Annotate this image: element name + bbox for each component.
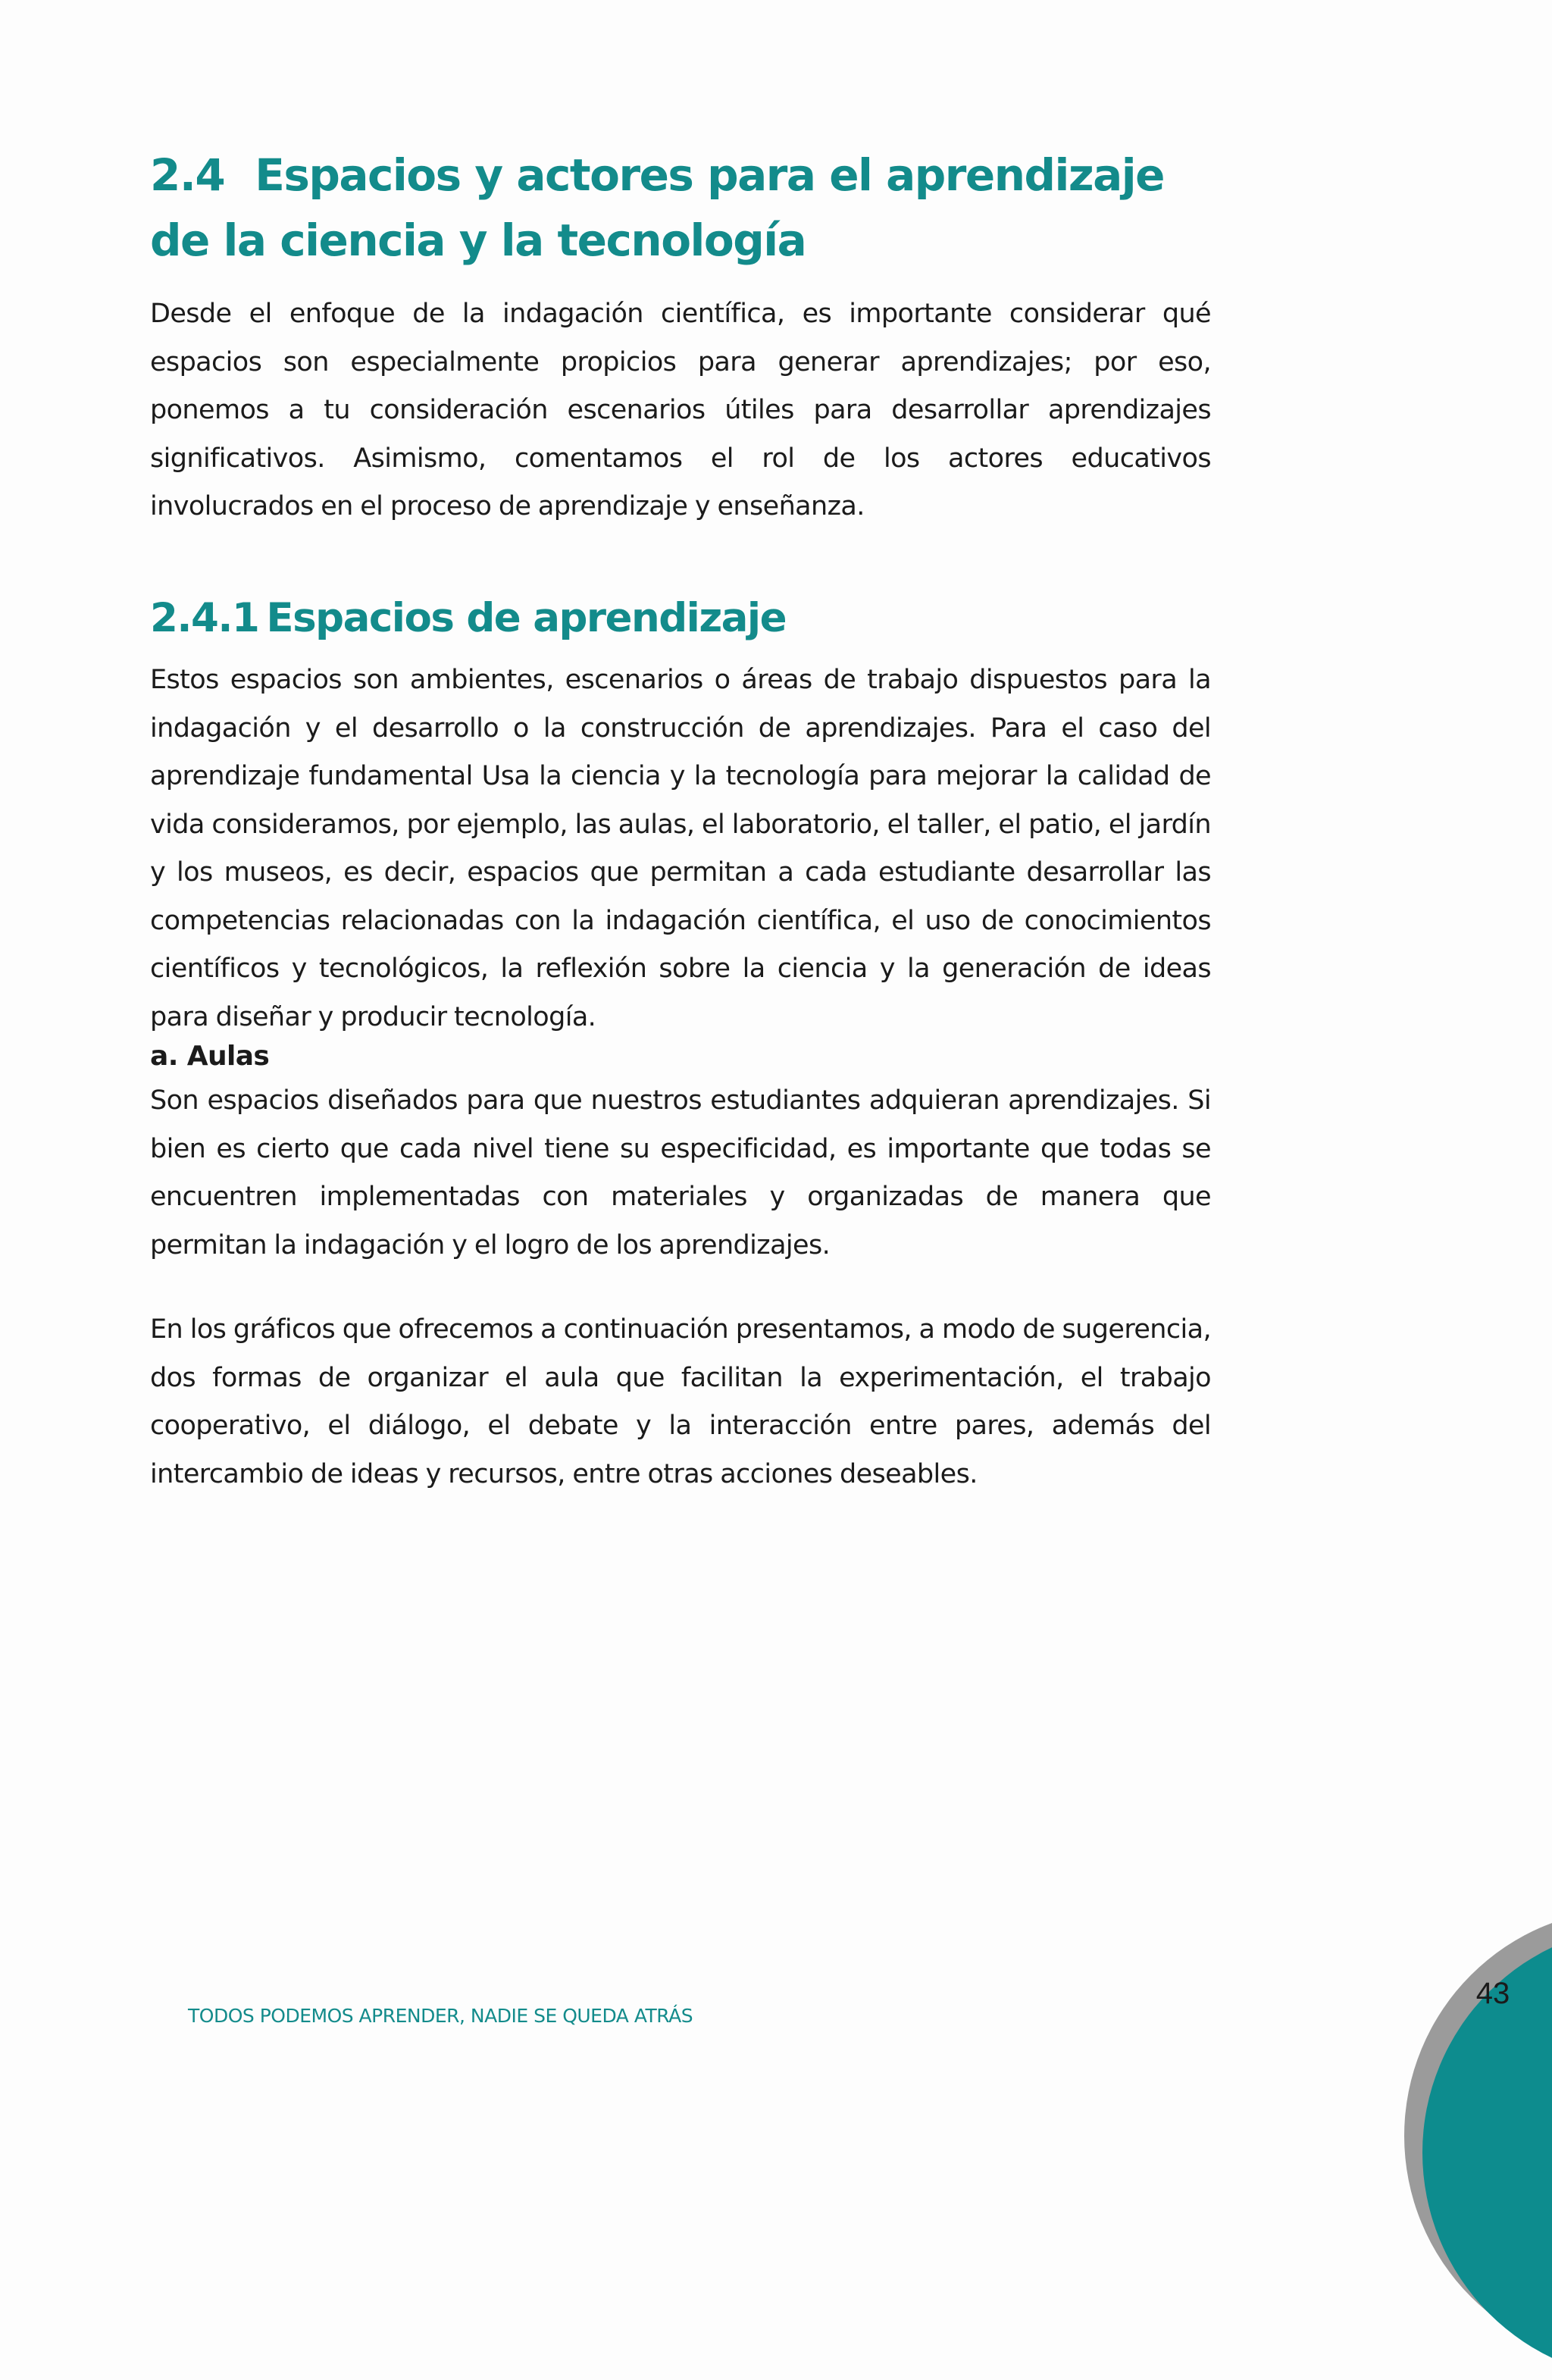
subsection-body-paragraph: Estos espacios son ambientes, escenarios o áreas de trabajo dispuestos para la indagación y el desarrollo o la construcción de aprendizajes. Para el caso del aprendizaje fundamental Usa la ciencia y la tecnología para mejorar la calidad de vida consideramos, por ejemplo, las aulas, el laboratorio, el taller, el patio, el jardín y los museos, es decir, espacios que permitan a cada estudiante desarrollar las competencias relacionadas con la indagación científica, el uso de conocimientos científicos y tecnológicos, la reflexión sobre la ciencia y la generación de ideas para diseñar y producir tecnología. — [150, 665, 1211, 1032]
section-title: Espacios y actores para el aprendizaje de la ciencia y la tecnología — [150, 149, 1165, 266]
section-intro-paragraph: Desde el enfoque de la indagación científica, es importante considerar qué espacios son especialmente propicios para generar aprendizajes; por eso, ponemos a tu consideración escenarios útiles para desarrollar aprendizajes significativos. Asimismo, comentamos el rol de los actores educativos involucrados en el proceso de aprendizaje y enseñanza. — [150, 299, 1211, 521]
page-number: 43 — [1475, 1977, 1510, 2010]
section-heading — [150, 142, 1226, 273]
graficos-paragraph: En los gráficos que ofrecemos a continuación presentamos, a modo de sugerencia, dos formas de organizar el aula que facilitan la experimentación, el trabajo cooperativo, el diálogo, el debate y la interacción entre pares, además del intercambio de ideas y recursos, entre otras acciones deseables. — [150, 1314, 1211, 1489]
subsection-number: 2.4.1 — [150, 595, 259, 641]
aulas-heading: a. Aulas — [150, 1041, 270, 1072]
subsection-heading — [150, 590, 1226, 647]
section-number: 2.4 — [150, 149, 225, 201]
footer-slogan: TODOS PODEMOS APRENDER, NADIE SE QUEDA ATRÁS — [188, 2005, 693, 2027]
aulas-paragraph: Son espacios diseñados para que nuestros estudiantes adquieran aprendizajes. Si bien es cierto que cada nivel tiene su especificidad, es importante que todas se encuentren implementadas con materiales y organizadas de manera que permitan la indagación y el logro de los aprendizajes. — [150, 1085, 1211, 1260]
subsection-title: Espacios de aprendizaje — [266, 595, 787, 641]
